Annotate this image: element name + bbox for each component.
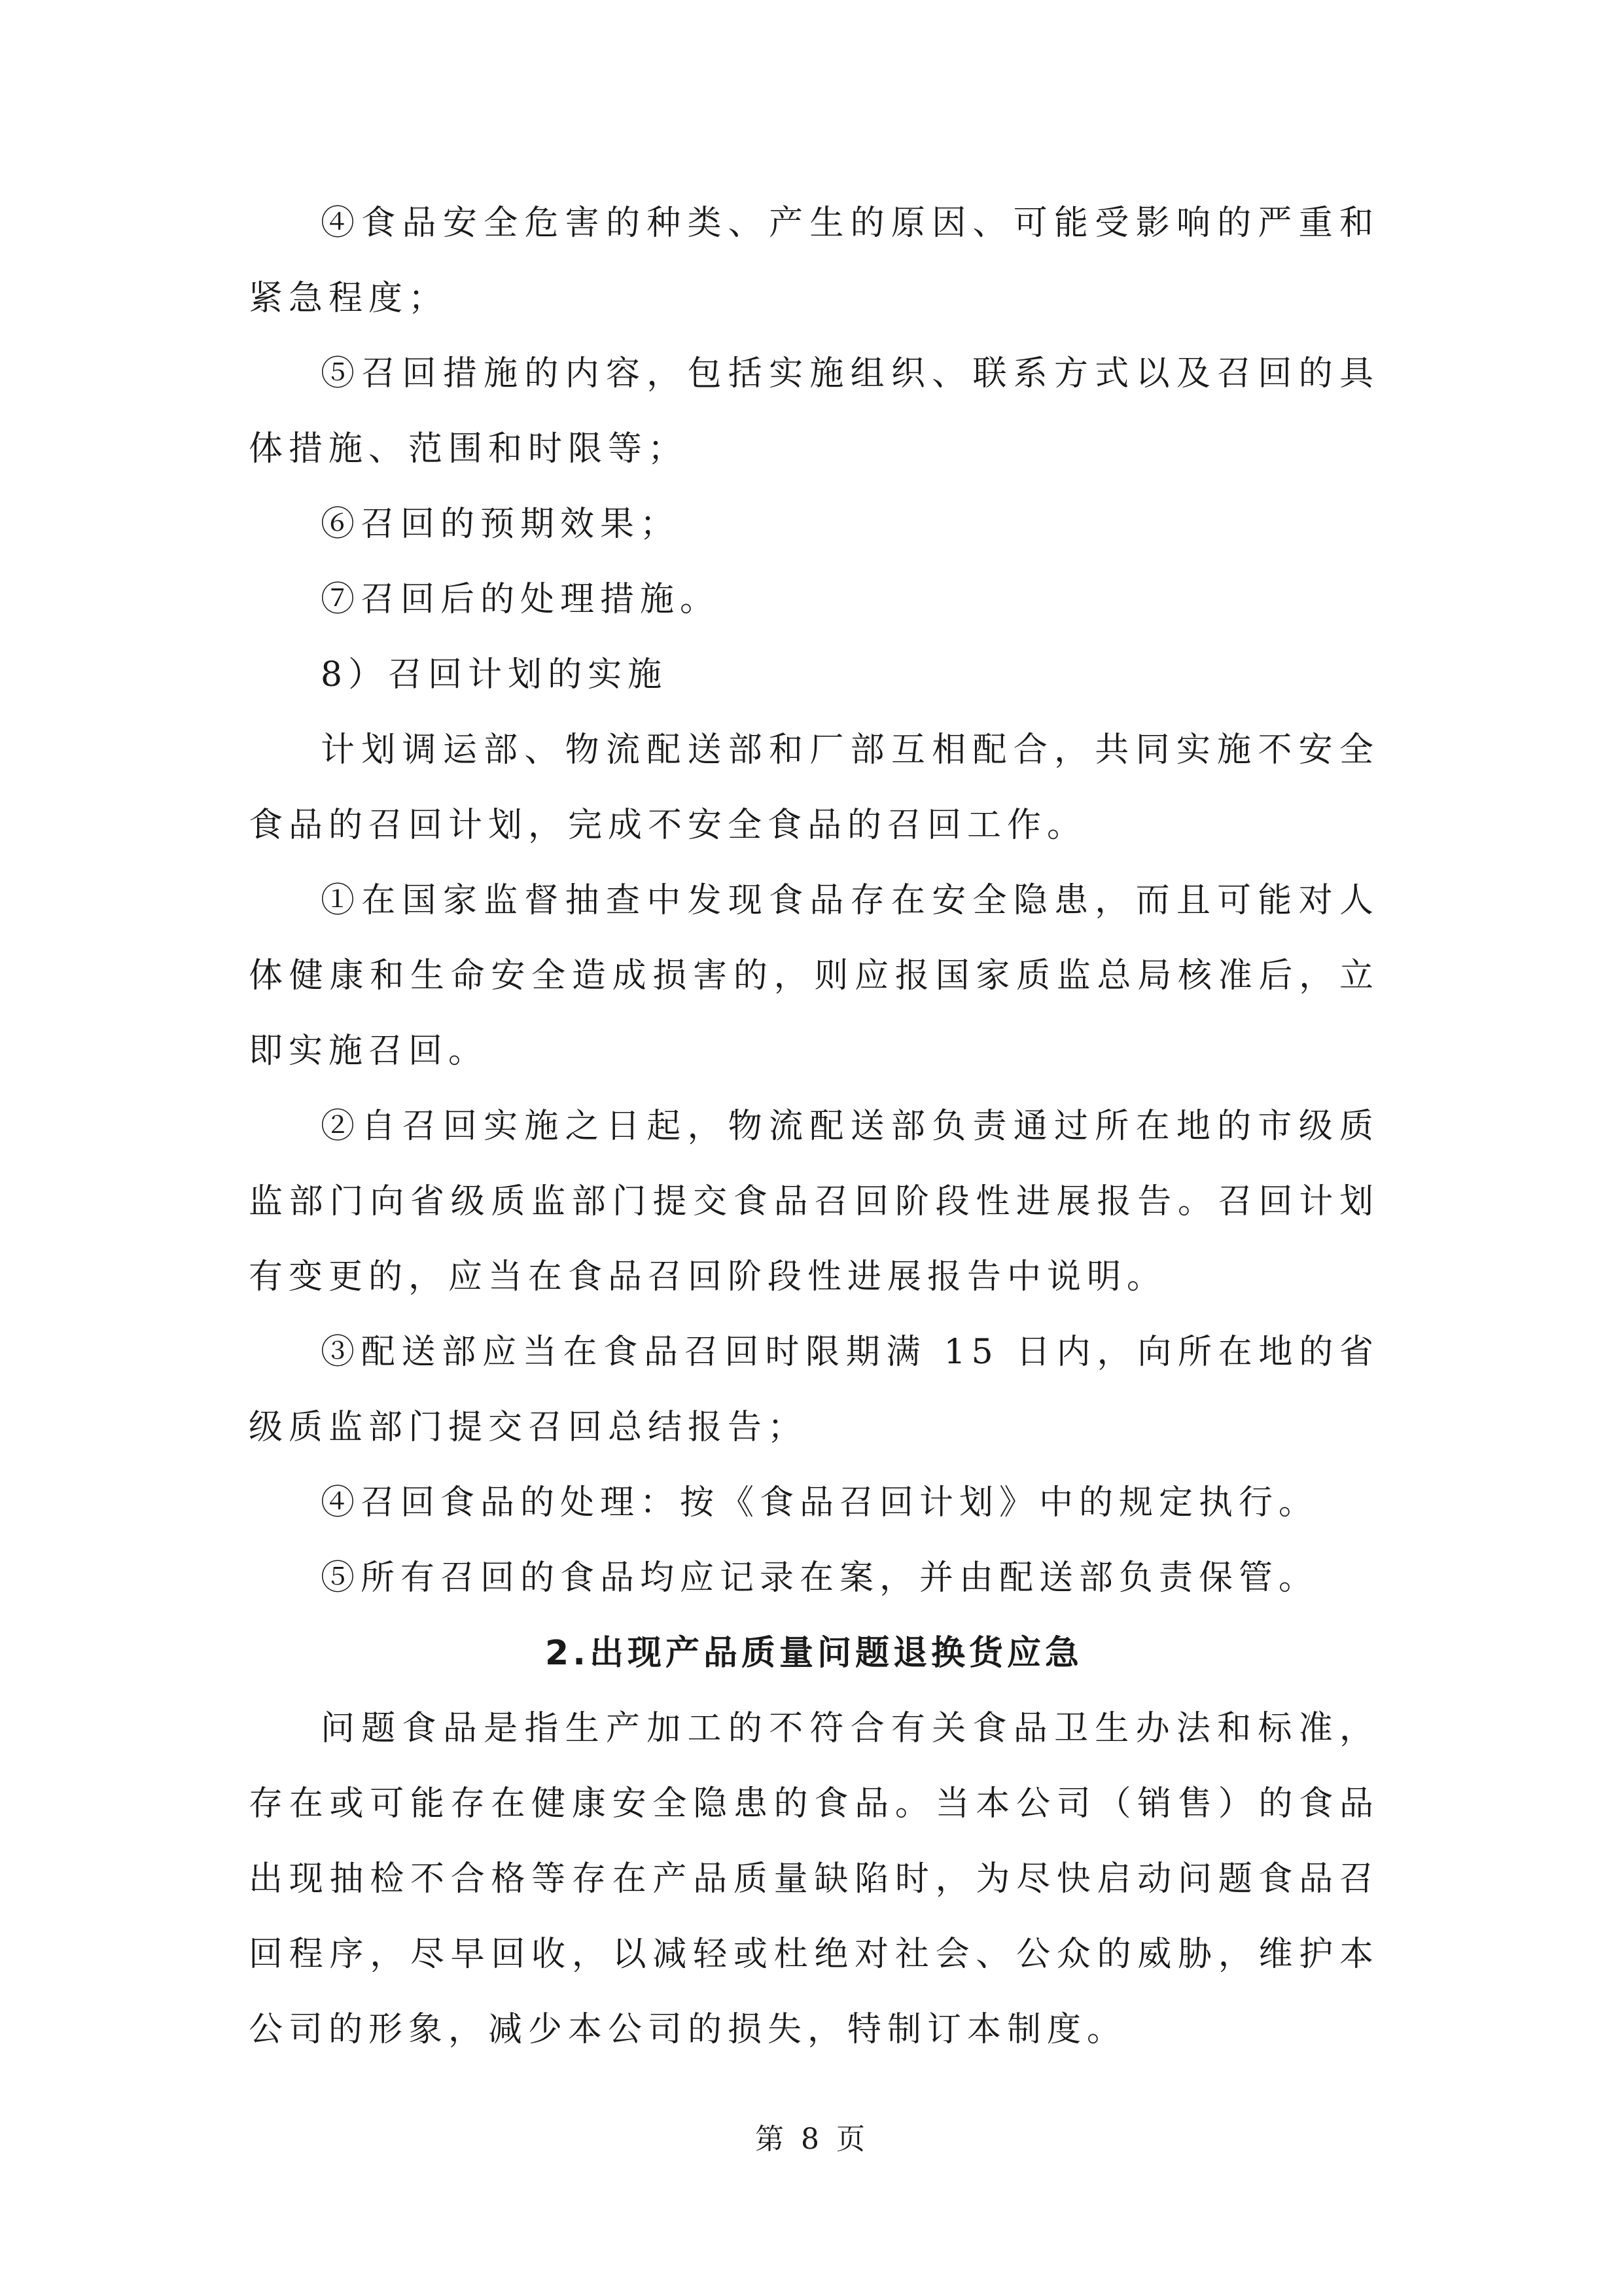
paragraph-recalled-food-handling: ④召回食品的处理：按《食品召回计划》中的规定执行。 <box>321 1483 1319 1522</box>
paragraph-recall-plan-implementation-title: 8）召回计划的实施 <box>321 655 668 694</box>
paragraph-hazard-types: ④食品安全危害的种类、产生的原因、可能受影响的严重和紧急程度； <box>249 204 1379 318</box>
paragraph-problem-food-definition: 问题食品是指生产加工的不符合有关食品卫生办法和标准，存在或可能存在健康安全隐患的食品。当本公司（销售）的食品出现抽检不合格等存在产品质量缺陷时，为尽快启动问题食品召回程序，尽早回收，以减轻或杜绝对社会、公众的威胁，维护本公司的形象，减少本公司的损失，特制订本制度。 <box>249 1709 1379 2049</box>
paragraph-recall-measures: ⑤召回措施的内容，包括实施组织、联系方式以及召回的具体措施、范围和时限等； <box>249 354 1379 469</box>
paragraph-records: ⑤所有召回的食品均应记录在案，并由配送部负责保管。 <box>321 1558 1319 1598</box>
paragraph-progress-report: ②自召回实施之日起，物流配送部负责通过所在地的市级质监部门向省级质监部门提交食品召回阶段性进展报告。召回计划有变更的，应当在食品召回阶段性进展报告中说明。 <box>249 1107 1379 1297</box>
paragraph-expected-effect: ⑥召回的预期效果； <box>321 505 680 544</box>
paragraph-summary-report: ③配送部应当在食品召回时限期满 15 日内，向所在地的省级质监部门提交召回总结报告； <box>249 1333 1379 1447</box>
page-number: 第 8 页 <box>755 2123 869 2156</box>
page-content <box>249 186 1379 2068</box>
section-heading: 2.出现产品质量问题退换货应急 <box>545 1634 1083 1673</box>
paragraph-post-recall-handling: ⑦召回后的处理措施。 <box>321 580 720 619</box>
paragraph-departments-cooperate: 计划调运部、物流配送部和厂部互相配合，共同实施不安全食品的召回计划，完成不安全食品的召回工作。 <box>249 730 1379 845</box>
paragraph-national-inspection: ①在国家监督抽查中发现食品存在安全隐患，而且可能对人体健康和生命安全造成损害的，则应报国家质监总局核准后，立即实施召回。 <box>249 881 1379 1071</box>
